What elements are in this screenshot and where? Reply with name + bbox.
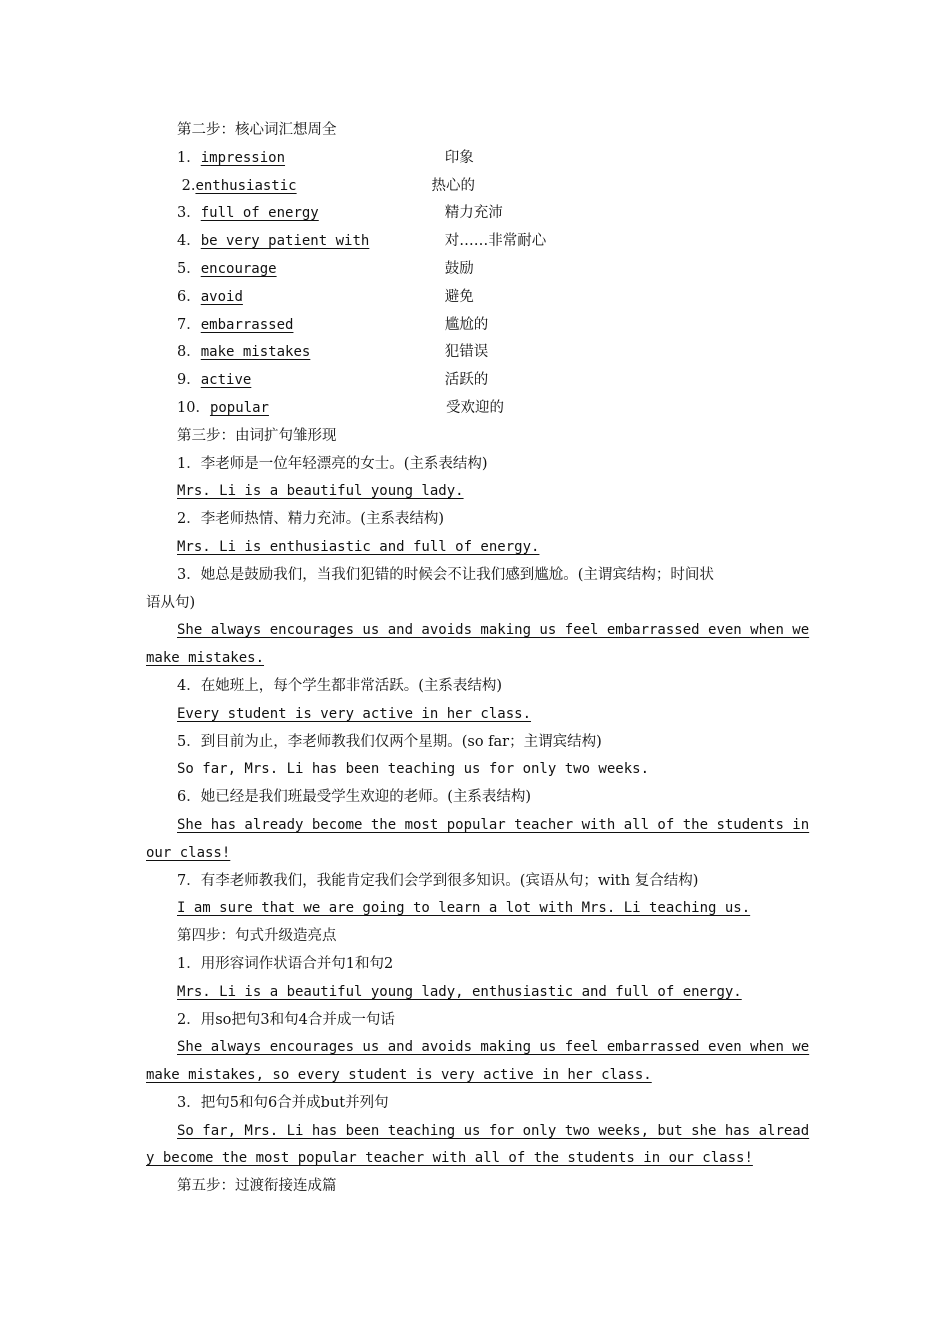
vocab-meaning: 精力充沛 — [444, 205, 503, 222]
step3-question-3: 3．她总是鼓励我们，当我们犯错的时候会不让我们感到尴尬。(主谓宾结构；时间状 — [177, 566, 714, 583]
vocab-item — [146, 228, 808, 256]
vocab-item — [146, 145, 808, 173]
step4-answer-3-cont: y become the most popular teacher with all of the students in our class! — [146, 1150, 753, 1167]
vocab-item — [146, 173, 808, 201]
step3-question-4: 4．在她班上，每个学生都非常活跃。(主系表结构) — [177, 677, 503, 694]
step3-question-5: 5．到目前为止，李老师教我们仅两个星期。(so far；主谓宾结构) — [177, 733, 602, 750]
vocab-list — [146, 145, 808, 423]
vocab-meaning: 对……非常耐心 — [444, 233, 547, 250]
step3-question-2: 2．李老师热情、精力充沛。(主系表结构) — [177, 511, 445, 528]
step4-heading: 第四步：句式升级造亮点 — [177, 928, 337, 945]
step3-answer-6: She has already become the most popular teacher with all of the students in — [177, 816, 810, 833]
step4-answer-3: So far, Mrs. Li has been teaching us for only two weeks, but she has alread — [177, 1122, 810, 1139]
step3-answer-3-cont: make mistakes. — [146, 650, 265, 667]
document-page — [146, 117, 808, 1201]
vocab-word: be very patient with — [200, 233, 370, 250]
vocab-number: 5． — [177, 260, 201, 277]
vocab-meaning: 受欢迎的 — [445, 399, 504, 416]
vocab-item — [146, 367, 808, 395]
vocab-number: 10． — [177, 399, 210, 416]
vocab-number: 7． — [177, 316, 201, 333]
step3-question-1: 1．李老师是一位年轻漂亮的女士。(主系表结构) — [177, 455, 488, 472]
vocab-word: make mistakes — [200, 344, 311, 361]
step3-question-3-cont: 语从句) — [146, 594, 196, 611]
vocab-item — [146, 200, 808, 228]
step3-answer-4: Every student is very active in her class. — [177, 705, 532, 722]
vocab-item — [146, 339, 808, 367]
step3-answer-2: Mrs. Li is enthusiastic and full of energy. — [177, 538, 540, 555]
step5-heading: 第五步：过渡衔接连成篇 — [177, 1178, 337, 1195]
vocab-meaning: 热心的 — [431, 177, 475, 194]
step3-heading: 第三步：由词扩句雏形现 — [177, 427, 337, 444]
vocab-word: active — [200, 372, 252, 389]
vocab-word: embarrassed — [200, 316, 294, 333]
vocab-word: encourage — [200, 260, 277, 277]
step4-question-3: 3．把句5和句6合并成but并列句 — [177, 1094, 389, 1111]
vocab-meaning: 避免 — [444, 288, 474, 305]
step4-answer-1: Mrs. Li is a beautiful young lady, enthusiastic and full of energy. — [177, 983, 742, 1000]
vocab-word: impression — [200, 149, 286, 166]
step3-question-6: 6．她已经是我们班最受学生欢迎的老师。(主系表结构) — [177, 789, 532, 806]
vocab-item — [146, 312, 808, 340]
step2-heading: 第二步：核心词汇想周全 — [177, 122, 337, 138]
vocab-number: 2. — [177, 177, 196, 194]
step3-answer-6-cont: our class! — [146, 844, 231, 861]
vocab-number: 8． — [177, 344, 201, 361]
step4-answer-2: She always encourages us and avoids making us feel embarrassed even when we — [177, 1039, 810, 1056]
step3-question-7: 7．有李老师教我们，我能肯定我们会学到很多知识。(宾语从句；with 复合结构) — [177, 872, 699, 889]
vocab-word: enthusiastic — [195, 177, 297, 194]
step4-answer-2-cont: make mistakes, so every student is very active in her class. — [146, 1067, 652, 1084]
vocab-meaning: 尴尬的 — [444, 316, 489, 333]
vocab-item — [146, 395, 808, 423]
vocab-item — [146, 256, 808, 284]
vocab-number: 6． — [177, 288, 201, 305]
vocab-number: 9． — [177, 372, 201, 389]
step3-answer-7: I am sure that we are going to learn a lot with Mrs. Li teaching us. — [177, 900, 751, 917]
vocab-number: 4． — [177, 233, 201, 250]
step4-question-2: 2．用so把句3和句4合并成一句话 — [177, 1011, 395, 1028]
vocab-number: 1． — [177, 149, 201, 166]
vocab-word: avoid — [200, 288, 243, 305]
step4-question-1: 1．用形容词作状语合并句1和句2 — [177, 955, 394, 972]
vocab-meaning: 印象 — [444, 149, 474, 166]
step3-answer-3: She always encourages us and avoids making us feel embarrassed even when we — [177, 622, 810, 639]
vocab-meaning: 鼓励 — [444, 260, 474, 277]
vocab-number: 3． — [177, 205, 201, 222]
vocab-meaning: 活跃的 — [444, 372, 489, 389]
vocab-word: full of energy — [200, 205, 319, 222]
vocab-item — [146, 284, 808, 312]
vocab-word: popular — [209, 399, 269, 416]
step3-answer-5: So far, Mrs. Li has been teaching us for only two weeks. — [177, 761, 650, 778]
vocab-meaning: 犯错误 — [444, 344, 489, 361]
step3-answer-1: Mrs. Li is a beautiful young lady. — [177, 483, 464, 500]
